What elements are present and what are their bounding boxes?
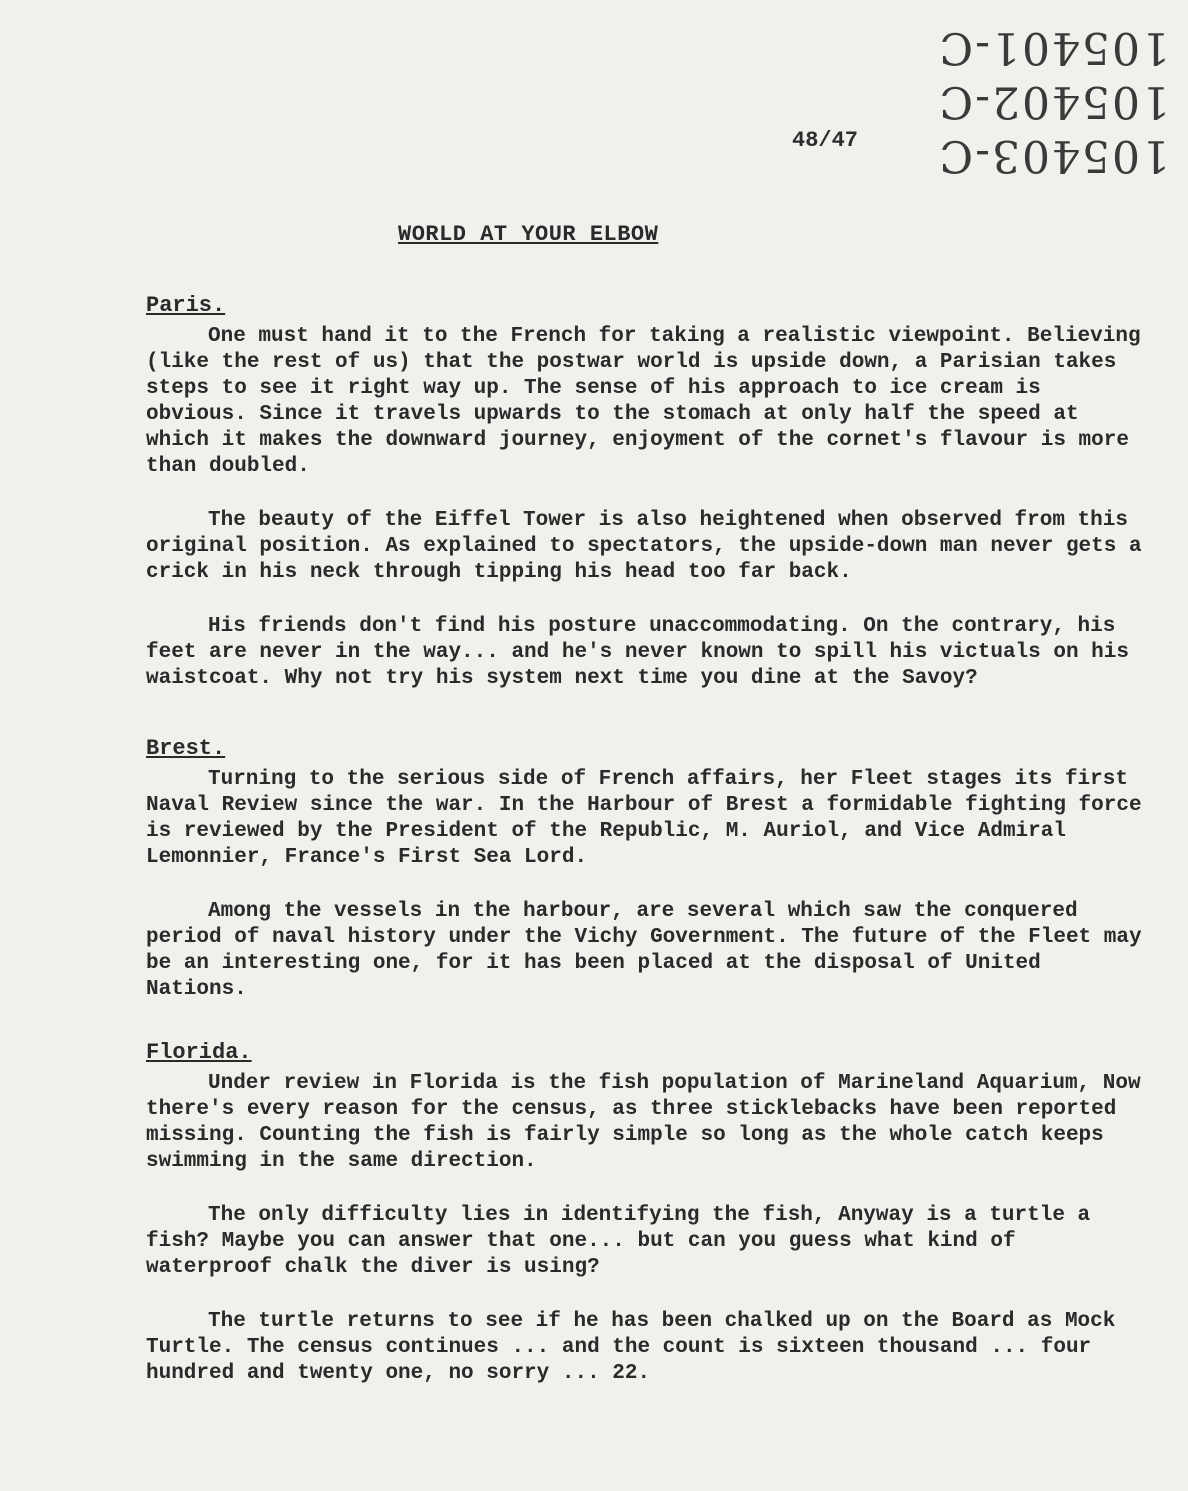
- reference-number: 48/47: [792, 128, 859, 153]
- handwritten-ref: 105403-C: [937, 130, 1170, 181]
- section-paris: [146, 293, 1146, 692]
- paragraph: One must hand it to the French for taking a realistic viewpoint. Believing (like the rest of us) that the postwar world is upside down, a Parisian takes steps to see it right way up. The sense of his approach to ice cream is obvious. Since it travels upwards to the stomach at only half the speed at which it makes the downward journey, enjoyment of the cornet's flavour is more than doubled.: [146, 325, 1141, 479]
- section-heading: Brest.: [146, 736, 226, 761]
- paragraph: The only difficulty lies in identifying the fish, Anyway is a turtle a fish? Maybe you can answer that one... but can you guess what kind of waterproof chalk the diver is using?: [146, 1204, 1091, 1280]
- paragraph: Among the vessels in the harbour, are several which saw the conquered period of naval history under the Vichy Government. The future of the Fleet may be an interesting one, for it has been placed at the disposal of United Nations.: [146, 900, 1142, 1002]
- section-heading: Paris.: [146, 293, 226, 318]
- paragraph: Turning to the serious side of French affairs, her Fleet stages its first Naval Review since the war. In the Harbour of Brest a formidable fighting force is reviewed by the President of the Republic, M. Auriol, and Vice Admiral Lemonnier, France's First Sea Lord.: [146, 768, 1142, 870]
- section-florida: [146, 1040, 1146, 1387]
- paragraph: The turtle returns to see if he has been chalked up on the Board as Mock Turtle. The census continues ... and the count is sixteen thousand ... four hundred and twenty one, no sorry ... 22.: [146, 1310, 1116, 1386]
- document-title: WORLD AT YOUR ELBOW: [398, 222, 659, 247]
- paragraph: Under review in Florida is the fish population of Marineland Aquarium, Now there's every reason for the census, as three sticklebacks have been reported missing. Counting the fish is fairly simple so long as the whole catch keeps swimming in the same direction.: [146, 1072, 1141, 1174]
- handwritten-ref: 105401-C: [937, 22, 1170, 73]
- paragraph: The beauty of the Eiffel Tower is also heightened when observed from this original position. As explained to spectators, the upside-down man never gets a crick in his neck through tipping his head too far back.: [146, 509, 1142, 585]
- handwritten-ref: 105402-C: [937, 76, 1170, 127]
- section-brest: [146, 736, 1146, 1003]
- section-heading: Florida.: [146, 1040, 252, 1065]
- paragraph: His friends don't find his posture unaccommodating. On the contrary, his feet are never in the way... and he's never known to spill his victuals on his waistcoat. Why not try his system next time you dine at the Savoy?: [146, 615, 1129, 691]
- handwritten-reference-numbers: [937, 20, 1170, 182]
